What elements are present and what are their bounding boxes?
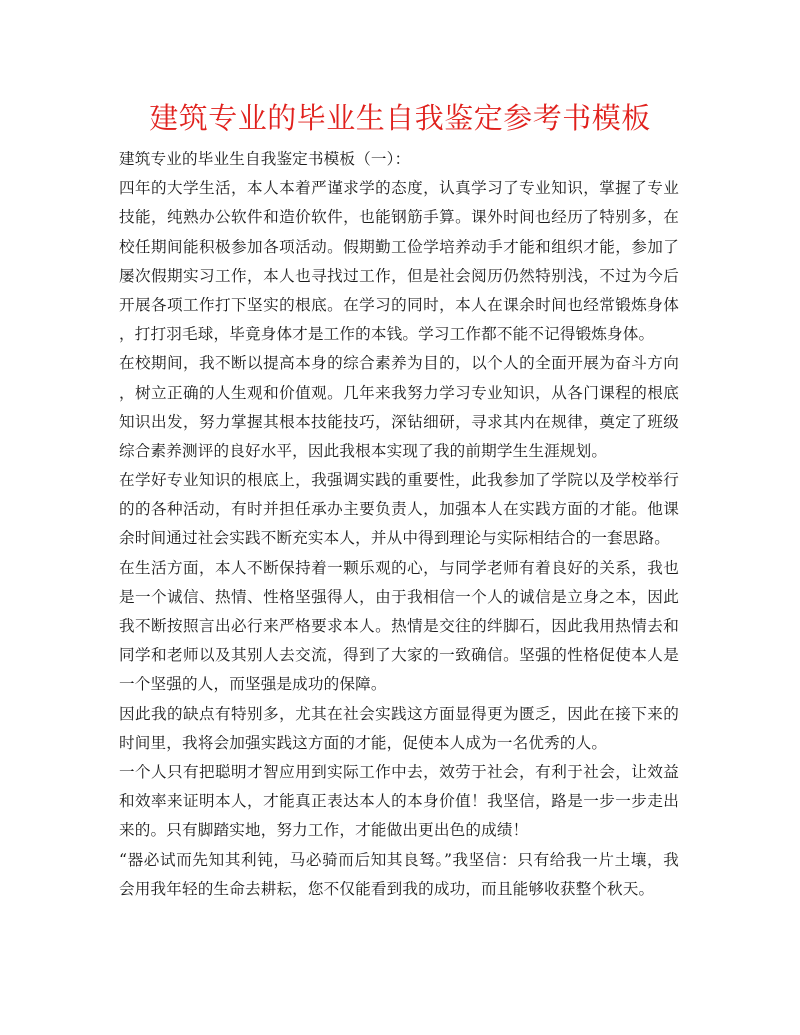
paragraph-line: 技能，纯熟办公软件和造价软件，也能钢筋手算。课外时间也经历了特别多，在 [119,208,679,227]
subtitle-line: 建筑专业的毕业生自我鉴定书模板（一）： [119,150,411,168]
paragraph-line: 校任期间能积极参加各项活动。假期勤工俭学培养动手才能和组织才能，参加了 [119,237,679,256]
paragraph-line: 知识出发，努力掌握其根本技能技巧，深钻细研，寻求其内在规律，奠定了班级 [119,412,679,431]
paragraph-line: 四年的大学生活，本人本着严谨求学的态度，认真学习了专业知识，掌握了专业 [119,179,679,198]
paragraph-line: 在学好专业知识的根底上，我强调实践的重要性，此我参加了学院以及学校举行 [119,471,679,490]
paragraph-line: 和效率来证明本人，才能真正表达本人的本身价值！我坚信，路是一步一步走出 [119,792,679,811]
paragraph-line: 余时间通过社会实践不断充实本人，并从中得到理论与实际相结合的一套思路。 [119,529,671,548]
paragraph-line: 是一个诚信、热情、性格坚强得人，由于我相信一个人的诚信是立身之本，因此 [119,587,679,606]
document-body [119,145,679,904]
paragraph-line: 同学和老师以及其别人去交流，得到了大家的一致确信。坚强的性格促使本人是 [119,646,679,665]
paragraph-line: 在校期间，我不断以提高本身的综合素养为目的，以个人的全面开展为奋斗方向 [119,354,679,373]
paragraph-line: 来的。只有脚踏实地，努力工作，才能做出更出色的成绩！ [119,821,529,840]
paragraph-line: ，树立正确的人生观和价值观。几年来我努力学习专业知识，从各门课程的根底 [119,383,679,402]
paragraph-line: 综合素养测评的良好水平，因此我根本实现了我的前期学生生涯规划。 [119,441,608,460]
paragraph-line: 因此我的缺点有特别多，尤其在社会实践这方面显得更为匮乏，因此在接下来的 [119,704,679,723]
paragraph-line: 屡次假期实习工作，本人也寻找过工作，但是社会阅历仍然特别浅，不过为今后 [119,266,679,285]
paragraph-line: 的的各种活动，有时并担任承办主要负责人，加强本人在实践方面的才能。他课 [119,500,679,519]
paragraph-line: 时间里，我将会加强实践这方面的才能，促使本人成为一名优秀的人。 [119,733,608,752]
paragraph-line: 开展各项工作打下坚实的根底。在学习的同时，本人在课余时间也经常锻炼身体 [119,295,679,314]
document-title: 建筑专业的毕业生自我鉴定参考书模板 [149,101,651,135]
paragraph-line: ，打打羽毛球，毕竟身体才是工作的本钱。学习工作都不能不记得锻炼身体。 [119,325,655,344]
paragraph-line: 会用我年轻的生命去耕耘，您不仅能看到我的成功，而且能够收获整个秋天。 [119,879,655,898]
paragraph-line: 一个坚强的人，而坚强是成功的保障。 [119,675,387,694]
paragraph-line: 我不断按照言出必行来严格要求本人。热情是交往的绊脚石，因此我用热情去和 [119,617,679,635]
paragraph-line: “器必试而先知其利钝，马必骑而后知其良驽。”我坚信：只有给我一片土壤，我 [119,850,679,869]
paragraph-line: 一个人只有把聪明才智应用到实际工作中去，效劳于社会，有利于社会，让效益 [119,762,679,781]
paragraph-line: 在生活方面，本人不断保持着一颗乐观的心，与同学老师有着良好的关系，我也 [119,558,679,577]
